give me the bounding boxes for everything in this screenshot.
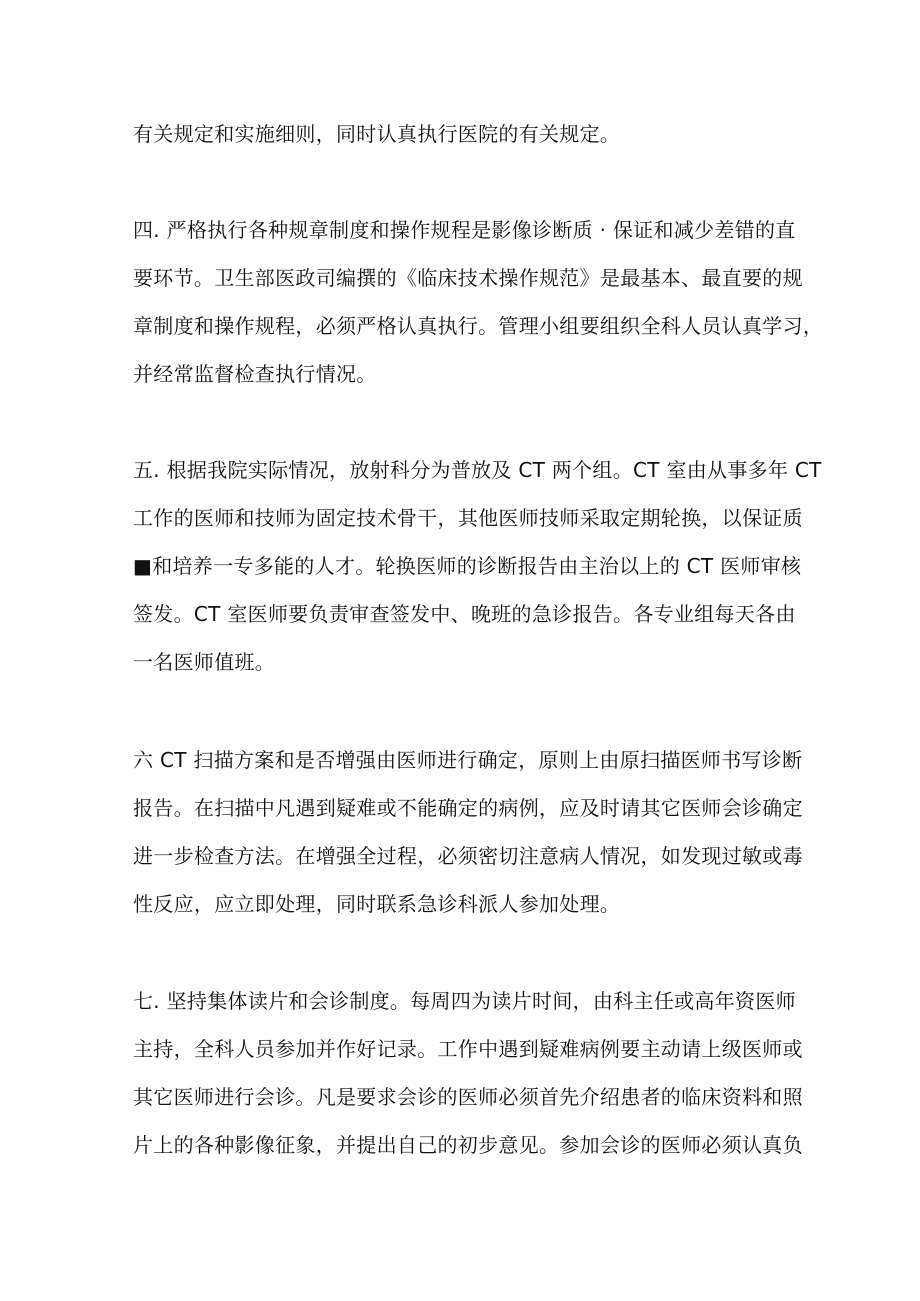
text-line: 有关规定和实施细则，同时认真执行医院的有关规定。 — [133, 122, 621, 146]
paragraph-4 — [133, 206, 824, 398]
text-line: 七. 坚持集体读片和会诊制度。每周四为读片时间，由科主任或高年资医师 — [133, 989, 796, 1013]
text-line: ■和培养一专多能的人才。轮换医师的诊断报告由主治以上的 CT 医师审核 — [133, 554, 802, 578]
text-line: 性反应，应立即处理，同时联系急诊科派人参加处理。 — [133, 892, 621, 916]
text-line: 片上的各种影像征象，并提出自己的初步意见。参加会诊的医师必须认真负 — [133, 1133, 803, 1157]
paragraph-5 — [133, 446, 822, 686]
text-line: 并经常监督检查执行情况。 — [133, 362, 377, 386]
paragraph-1 — [133, 110, 793, 158]
text-line: 四. 严格执行各种规章制度和操作规程是影像诊断质 · 保证和减少差错的直 — [133, 218, 796, 242]
text-line: 其它医师进行会诊。凡是要求会诊的医师必须首先介绍患者的临床资料和照 — [133, 1085, 803, 1109]
text-line: 要环节。卫生部医政司编撰的《临床技术操作规范》是最基本、最直要的规 — [133, 266, 803, 290]
text-line: 章制度和操作规程，必须严格认真执行。管理小组要组织全科人员认真学习， — [133, 314, 824, 338]
text-line: 五. 根据我院实际情况，放射科分为普放及 CT 两个组。CT 室由从事多年 CT — [133, 458, 822, 482]
text-line: 签发。CT 室医师要负责审查签发中、晚班的急诊报告。各专业组每天各由 — [133, 602, 796, 626]
paragraph-6 — [133, 736, 803, 928]
paragraph-7 — [133, 977, 803, 1169]
text-line: 报告。在扫描中凡遇到疑难或不能确定的病例，应及时请其它医师会诊确定 — [133, 796, 803, 820]
text-line: 六 CT 扫描方案和是否增强由医师进行确定，原则上由原扫描医师书写诊断 — [133, 748, 803, 772]
text-line: 进一步检查方法。在增强全过程，必须密切注意病人情况，如发现过敏或毒 — [133, 844, 803, 868]
text-line: 工作的医师和技师为固定技术骨干，其他医师技师采取定期轮换，以保证质 — [133, 506, 803, 530]
text-line: 主持，全科人员参加并作好记录。工作中遇到疑难病例要主动请上级医师或 — [133, 1037, 803, 1061]
text-line: 一名医师值班。 — [133, 650, 276, 674]
